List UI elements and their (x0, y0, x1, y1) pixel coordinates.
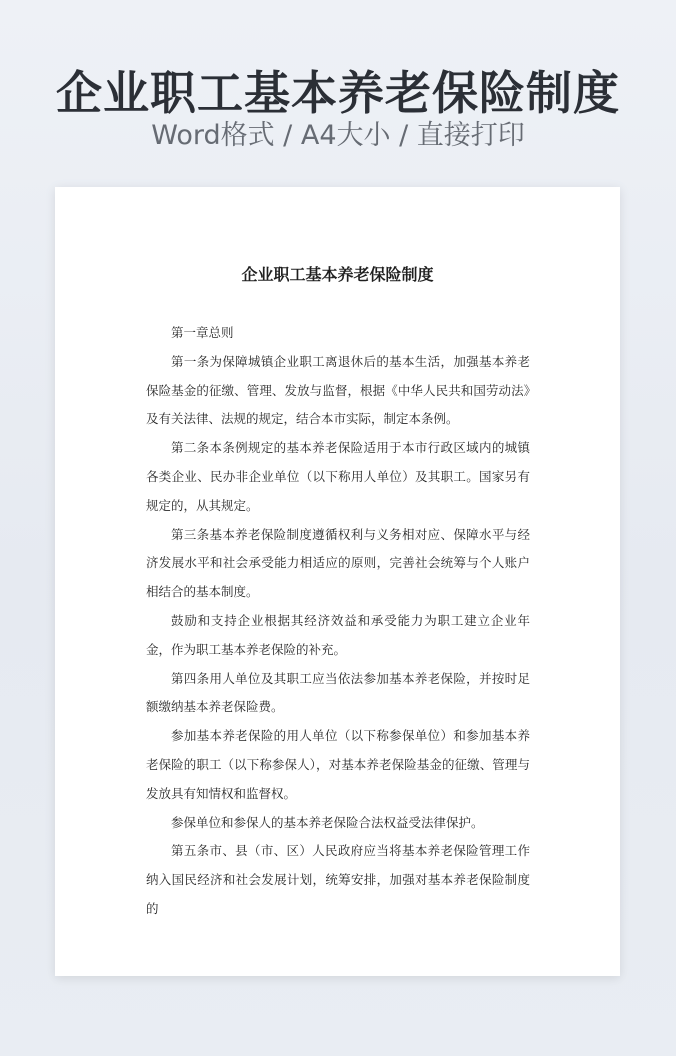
document-paragraph: 第五条市、县（市、区）人民政府应当将基本养老保险管理工作纳入国民经济和社会发展计划，统筹安排，加强对基本养老保险制度的 (146, 843, 530, 916)
document-paragraph: 第二条本条例规定的基本养老保险适用于本市行政区域内的城镇各类企业、民办非企业单位（以下称用人单位）及其职工。国家另有规定的，从其规定。 (146, 440, 530, 513)
document-paragraph: 第三条基本养老保险制度遵循权利与义务相对应、保障水平与经济发展水平和社会承受能力相适应的原则，完善社会统筹与个人账户相结合的基本制度。 (146, 526, 530, 600)
document-paragraph: 鼓励和支持企业根据其经济效益和承受能力为职工建立企业年金，作为职工基本养老保险的补充。 (146, 612, 530, 657)
document-paragraph: 第四条用人单位及其职工应当依法参加基本养老保险，并按时足额缴纳基本养老保险费。 (146, 670, 530, 715)
chapter-heading: 第一章总则 (171, 325, 234, 340)
document-paragraph: 参加基本养老保险的用人单位（以下称参保单位）和参加基本养老保险的职工（以下称参保人），对基本养老保险基金的征缴、管理与发放具有知情权和监督权。 (146, 728, 530, 801)
page-title: 企业职工基本养老保险制度 (56, 66, 620, 120)
document-paragraph: 参保单位和参保人的基本养老保险合法权益受法律保护。 (171, 814, 484, 830)
document-page (55, 187, 620, 976)
document-body (146, 319, 530, 924)
document-paragraph: 第一条为保障城镇企业职工离退休后的基本生活，加强基本养老保险基金的征缴、管理、发放与监督，根据《中华人民共和国劳动法》及有关法律、法规的规定，结合本市实际，制定本条例。 (146, 353, 530, 427)
document-title: 企业职工基本养老保险制度 (241, 265, 434, 284)
page-subtitle: Word格式 / A4大小 / 直接打印 (151, 120, 525, 151)
